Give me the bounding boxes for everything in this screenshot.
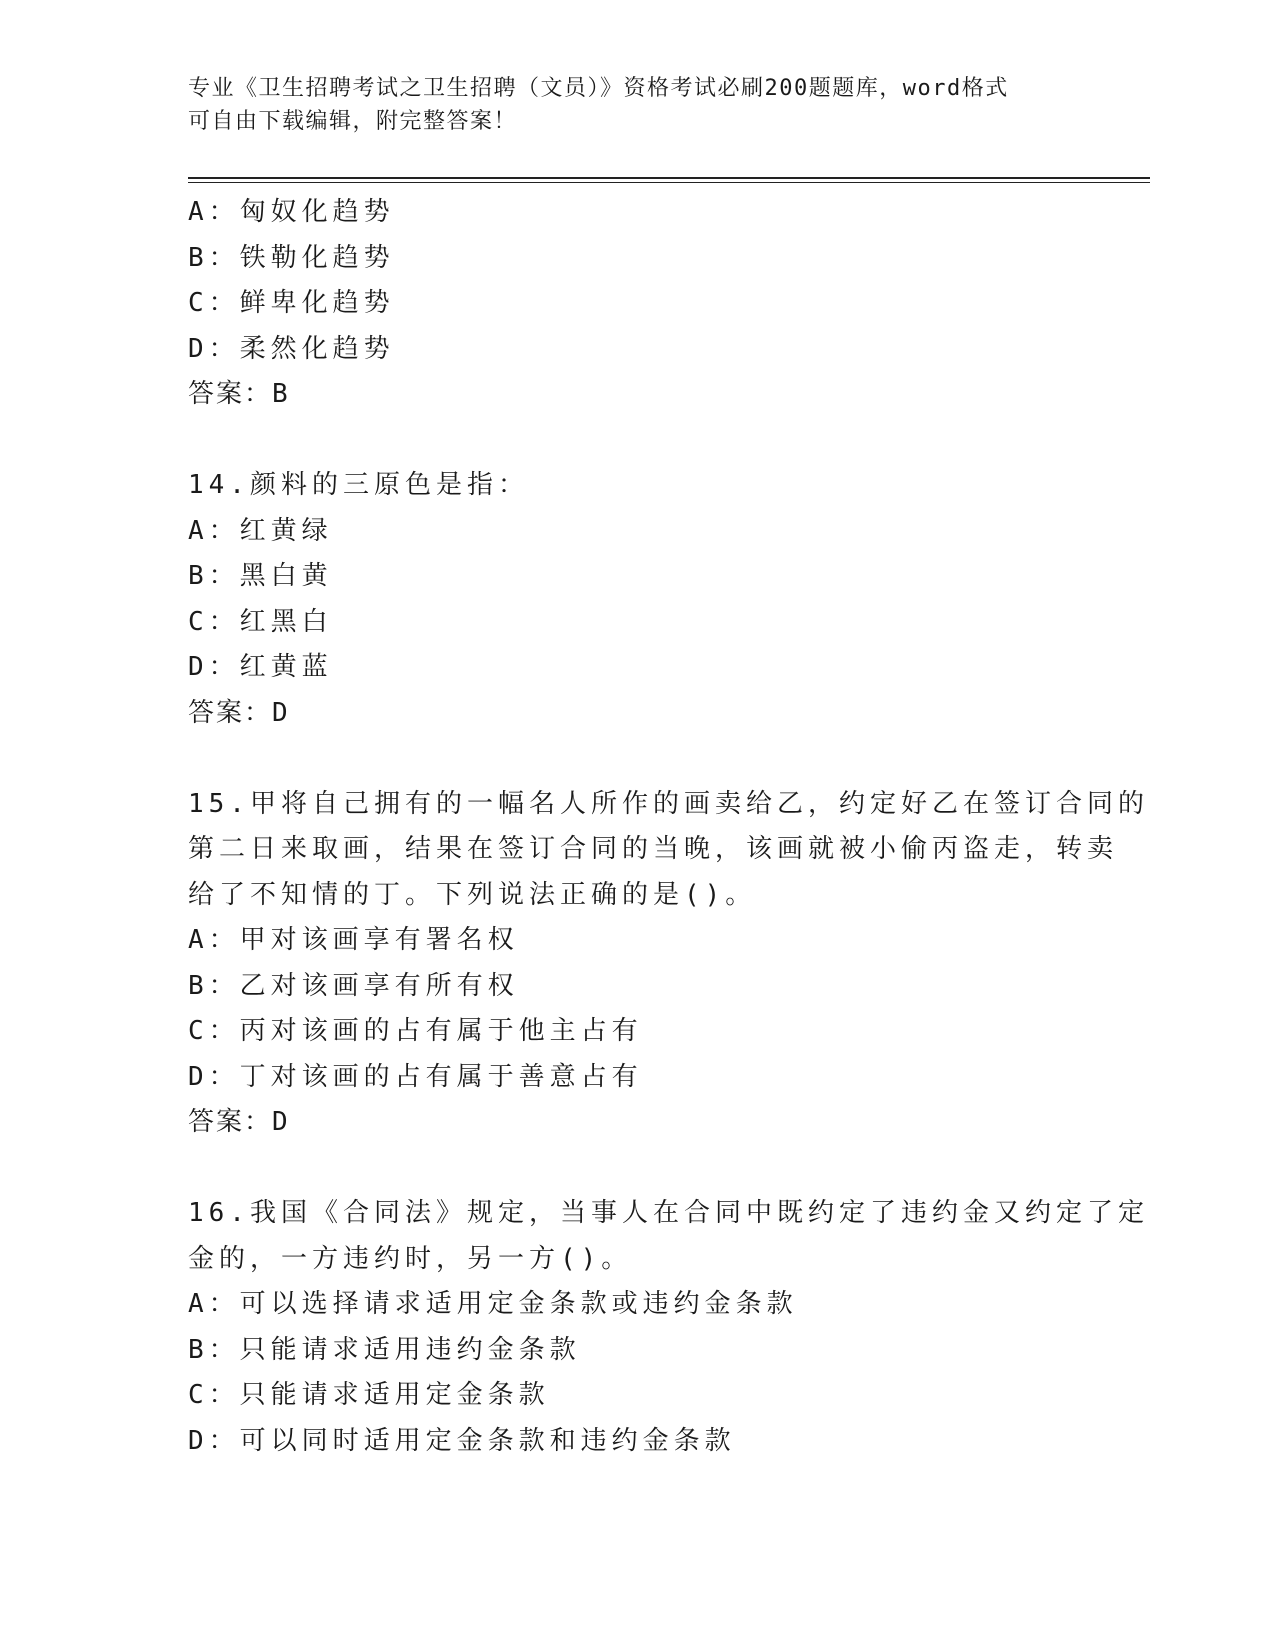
- question-stem-line-1: 16.我国《合同法》规定，当事人在合同中既约定了违约金又约定了定: [188, 1198, 1149, 1228]
- question-stem-line-2: 金的，一方违约时，另一方()。: [188, 1243, 633, 1274]
- header-line-1: 专业《卫生招聘考试之卫生招聘（文员）》资格考试必刷200题题库，word格式: [188, 76, 1009, 101]
- option-a: A：匈奴化趋势: [188, 197, 395, 227]
- option-c: C：丙对该画的占有属于他主占有: [188, 1016, 643, 1046]
- question-15: [188, 782, 1149, 1146]
- answer-line: 答案：D: [188, 697, 290, 728]
- header-line-2: 可自由下载编辑，附完整答案！: [188, 109, 518, 134]
- document-header: [188, 72, 1068, 138]
- option-a: A：红黄绿: [188, 515, 333, 546]
- question-stem: 14.颜料的三原色是指：: [188, 470, 529, 500]
- answer-line: 答案：D: [188, 1107, 290, 1137]
- answer-line: 答案：B: [188, 379, 290, 409]
- option-b: B：铁勒化趋势: [188, 242, 395, 273]
- option-c: C：只能请求适用定金条款: [188, 1380, 550, 1410]
- option-d: D：柔然化趋势: [188, 333, 395, 364]
- header-divider-thin: [188, 182, 1150, 183]
- option-d: D：红黄蓝: [188, 652, 333, 682]
- option-b: B：黑白黄: [188, 561, 333, 591]
- question-13: [188, 190, 1088, 418]
- option-d: D：可以同时适用定金条款和违约金条款: [188, 1425, 736, 1456]
- option-a: A：可以选择请求适用定金条款或违约金条款: [188, 1289, 798, 1319]
- option-c: C：红黑白: [188, 606, 333, 637]
- question-stem-line-2: 第二日来取画，结果在签订合同的当晚，该画就被小偷丙盗走，转卖: [188, 834, 1119, 864]
- option-b: B：只能请求适用违约金条款: [188, 1334, 581, 1365]
- option-b: B：乙对该画享有所有权: [188, 970, 519, 1001]
- option-c: C：鲜卑化趋势: [188, 288, 395, 318]
- question-14: [188, 463, 1088, 736]
- question-stem-line-1: 15.甲将自己拥有的一幅名人所作的画卖给乙，约定好乙在签订合同的: [188, 788, 1149, 819]
- option-a: A：甲对该画享有署名权: [188, 925, 519, 955]
- question-16: [188, 1191, 1149, 1464]
- header-divider-thick: [188, 177, 1150, 179]
- question-stem-line-3: 给了不知情的丁。下列说法正确的是()。: [188, 879, 757, 910]
- question-list: [188, 190, 1149, 1464]
- option-d: D：丁对该画的占有属于善意占有: [188, 1061, 643, 1092]
